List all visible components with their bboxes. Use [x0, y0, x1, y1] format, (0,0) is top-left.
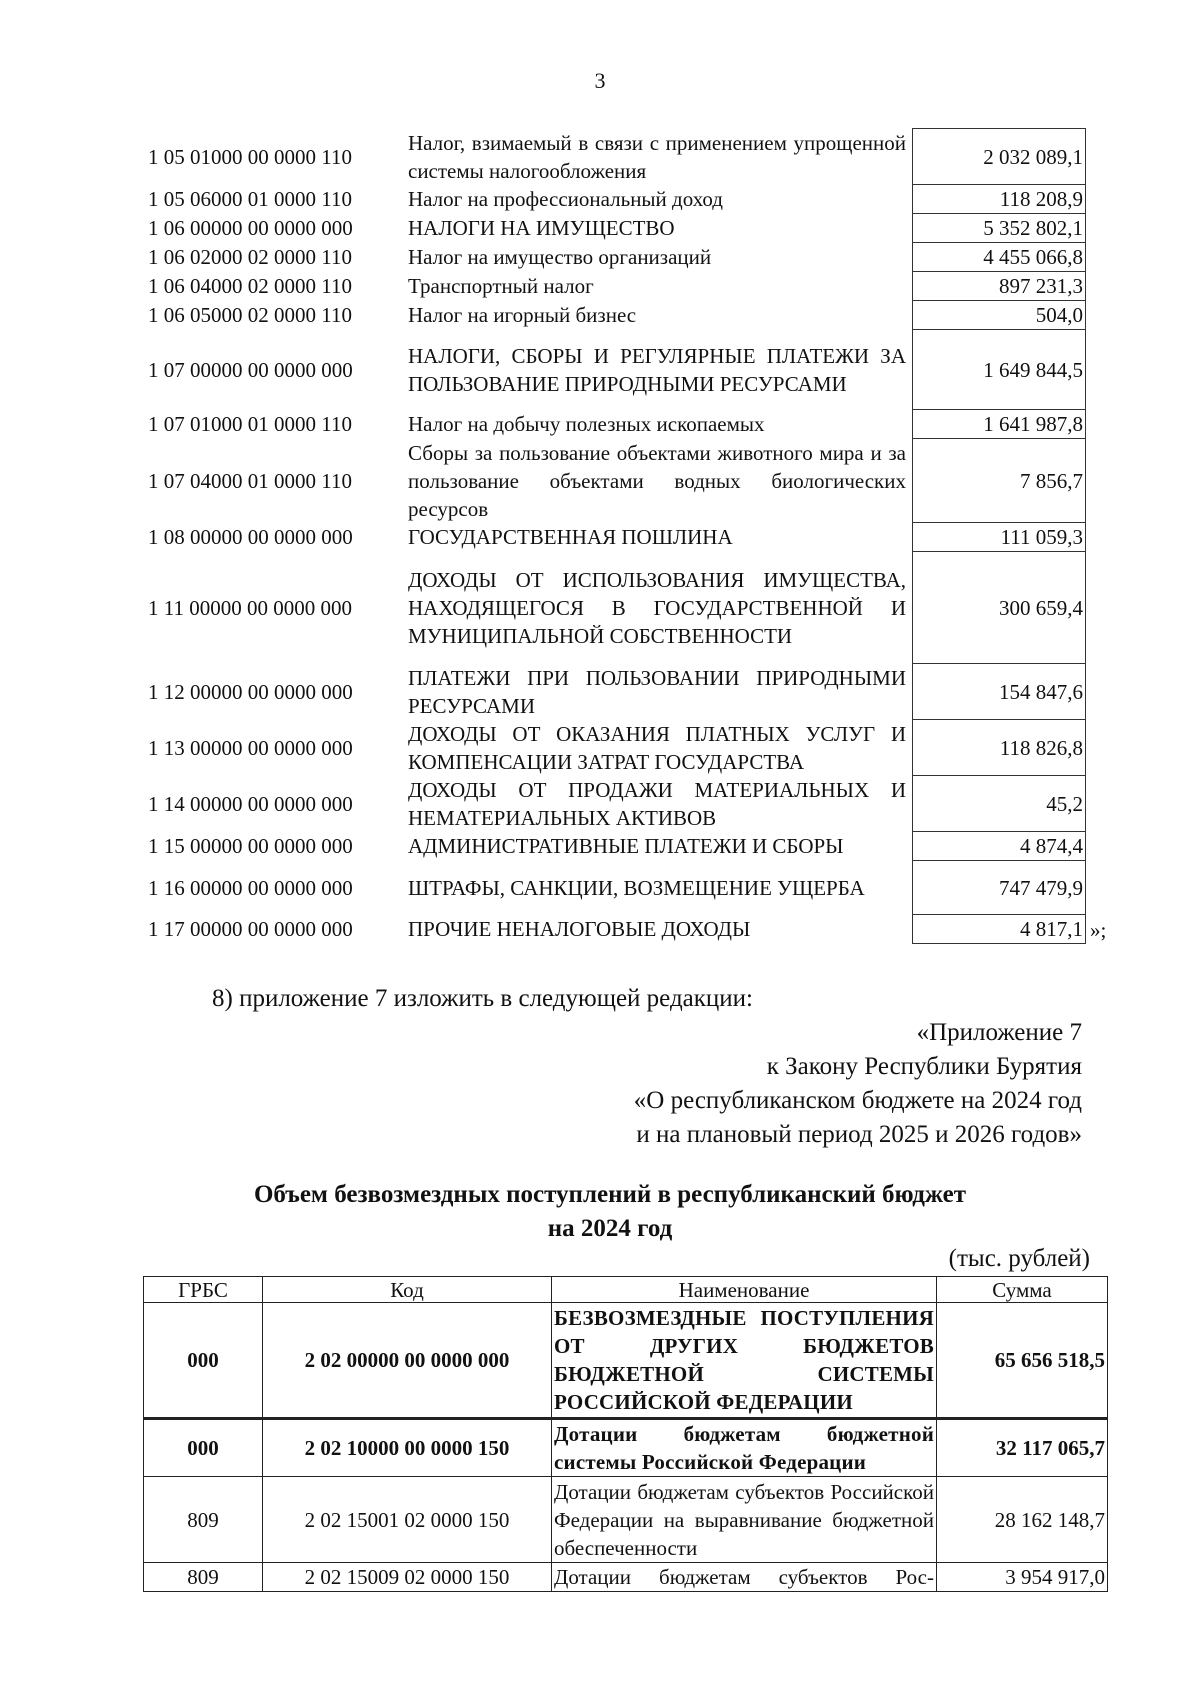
revenue-amount: 5 352 802,1 — [913, 214, 1086, 243]
name-cell: Дотации бюджетам субъектов Российской Федерации на выравнивание бюджетной обеспеченности — [552, 1477, 937, 1563]
revenue-amount: 154 847,6 — [913, 664, 1086, 720]
revenue-name: Налог на имущество организаций — [408, 245, 712, 269]
header-name: Наименование — [552, 1277, 937, 1303]
code-cell: 2 02 15001 02 0000 150 — [263, 1477, 552, 1563]
closing-quote-mark: »; — [1090, 917, 1107, 942]
name-cell: Дотации бюджетам субъектов Рос- — [552, 1563, 937, 1592]
sum-cell: 28 162 148,7 — [937, 1477, 1108, 1563]
sum-cell: 65 656 518,5 — [937, 1303, 1108, 1419]
header-grbs: ГРБС — [144, 1277, 263, 1303]
revenue-code: 1 16 00000 00 0000 000 — [148, 875, 353, 900]
grbs-cell: 809 — [144, 1477, 263, 1563]
revenue-name: ШТРАФЫ, САНКЦИИ, ВОЗМЕЩЕНИЕ УЩЕРБА — [408, 875, 865, 900]
revenue-code: 1 07 00000 00 0000 000 — [148, 357, 353, 382]
table-row — [148, 776, 1106, 832]
revenue-code: 1 15 00000 00 0000 000 — [148, 834, 353, 858]
appendix-line: к Закону Республики Бурятия — [766, 1053, 1082, 1080]
revenue-code: 1 06 05000 02 0000 110 — [148, 303, 352, 327]
revenue-amount: 111 059,3 — [913, 523, 1086, 552]
table-row — [144, 1303, 1108, 1419]
revenue-code: 1 05 01000 00 0000 110 — [148, 144, 352, 169]
revenue-name: Сборы за пользование объектами животного мира и за пользование объектами водных биологических ресурсов — [408, 440, 906, 521]
revenue-code: 1 13 00000 00 0000 000 — [148, 735, 353, 760]
sum-cell: 32 117 065,7 — [937, 1419, 1108, 1477]
table-row — [148, 439, 1106, 523]
table-row — [144, 1477, 1108, 1563]
table-row — [148, 272, 1106, 301]
revenue-name: Налог на игорный бизнес — [408, 303, 637, 327]
revenue-amount: 7 856,7 — [913, 439, 1086, 523]
revenue-name: ПЛАТЕЖИ ПРИ ПОЛЬЗОВАНИИ ПРИРОДНЫМИ РЕСУРСАМИ — [408, 665, 906, 718]
table-title — [130, 1178, 1090, 1246]
revenue-code: 1 08 00000 00 0000 000 — [148, 525, 353, 549]
appendix-line: и на плановый период 2025 и 2026 годов» — [636, 1121, 1082, 1148]
table-row — [144, 1419, 1108, 1477]
revenue-name: Налог на профессиональный доход — [408, 187, 723, 211]
table-row — [148, 664, 1106, 720]
table-row — [148, 330, 1106, 410]
header-sum: Сумма — [937, 1277, 1108, 1303]
table-header-row — [144, 1277, 1108, 1303]
table-row — [148, 552, 1106, 664]
revenue-name: ПРОЧИЕ НЕНАЛОГОВЫЕ ДОХОДЫ — [408, 917, 751, 941]
table-row — [148, 861, 1106, 915]
paragraph-8: 8) приложение 7 изложить в следующей редакции: — [212, 985, 753, 1012]
table-row — [148, 720, 1106, 776]
revenue-amount: 1 641 987,8 — [913, 410, 1086, 439]
revenue-amount: 504,0 — [913, 301, 1086, 330]
revenue-name: НАЛОГИ, СБОРЫ И РЕГУЛЯРНЫЕ ПЛАТЕЖИ ЗА ПОЛЬЗОВАНИЕ ПРИРОДНЫМИ РЕСУРСАМИ — [408, 343, 906, 396]
units-label: (тыс. рублей) — [948, 1245, 1090, 1272]
code-cell: 2 02 15009 02 0000 150 — [263, 1563, 552, 1592]
table-row — [148, 185, 1106, 214]
revenue-amount: 2 032 089,1 — [913, 129, 1086, 185]
revenue-amount: 1 649 844,5 — [913, 330, 1086, 410]
revenue-name: ДОХОДЫ ОТ ИСПОЛЬЗОВАНИЯ ИМУЩЕСТВА, НАХОДЯЩЕГОСЯ В ГОСУДАРСТВЕННОЙ И МУНИЦИПАЛЬНОЙ СОБСТВЕННОСТИ — [408, 567, 906, 648]
table-title-line: Объем безвозмездных поступлений в республиканский бюджет — [253, 1181, 967, 1208]
revenue-amount: 118 826,8 — [913, 720, 1086, 776]
sum-cell: 3 954 917,0 — [937, 1563, 1108, 1592]
page-number: 3 — [594, 68, 606, 93]
revenue-code: 1 06 02000 02 0000 110 — [148, 245, 352, 269]
revenue-name: ДОХОДЫ ОТ ПРОДАЖИ МАТЕРИАЛЬНЫХ И НЕМАТЕРИАЛЬНЫХ АКТИВОВ — [408, 777, 906, 830]
table-row — [148, 214, 1106, 243]
revenue-code: 1 17 00000 00 0000 000 — [148, 917, 353, 941]
table-row — [148, 129, 1106, 185]
grbs-cell: 000 — [144, 1303, 263, 1419]
appendix-line: «О республиканском бюджете на 2024 год — [633, 1087, 1082, 1114]
revenue-amount: 118 208,9 — [913, 185, 1086, 214]
revenue-code: 1 06 04000 02 0000 110 — [148, 274, 352, 298]
revenue-name: Налог, взимаемый в связи с применением упрощенной системы налогообложения — [408, 130, 906, 183]
table-title-line: на 2024 год — [547, 1215, 673, 1242]
revenue-amount: 4 455 066,8 — [913, 243, 1086, 272]
revenue-name: ГОСУДАРСТВЕННАЯ ПОШЛИНА — [408, 525, 733, 549]
name-cell: Дотации бюджетам бюджетной системы Российской Федерации — [552, 1419, 937, 1477]
appendix-line: «Приложение 7 — [916, 1019, 1082, 1046]
table-row — [144, 1563, 1108, 1592]
revenue-name: АДМИНИСТРАТИВНЫЕ ПЛАТЕЖИ И СБОРЫ — [408, 834, 844, 858]
code-cell: 2 02 00000 00 0000 000 — [263, 1303, 552, 1419]
revenue-amount: 747 479,9 — [913, 861, 1086, 915]
revenue-code: 1 11 00000 00 0000 000 — [148, 595, 352, 620]
table-row — [148, 243, 1106, 272]
code-cell: 2 02 10000 00 0000 150 — [263, 1419, 552, 1477]
appendix-header — [634, 1016, 1082, 1152]
grbs-cell: 809 — [144, 1563, 263, 1592]
grbs-cell: 000 — [144, 1419, 263, 1477]
revenue-code: 1 07 01000 01 0000 110 — [148, 412, 352, 436]
header-code: Код — [263, 1277, 552, 1303]
table-row — [148, 301, 1106, 330]
revenue-amount: 897 231,3 — [913, 272, 1086, 301]
table-row — [148, 915, 1106, 944]
revenue-code: 1 12 00000 00 0000 000 — [148, 679, 353, 704]
revenue-amount: 4 817,1 — [913, 915, 1086, 944]
name-cell: БЕЗВОЗМЕЗДНЫЕ ПОСТУПЛЕНИЯ ОТ ДРУГИХ БЮДЖЕТОВ БЮДЖЕТНОЙ СИСТЕМЫ РОССИЙСКОЙ ФЕДЕРАЦИИ — [552, 1303, 937, 1419]
revenue-name: ДОХОДЫ ОТ ОКАЗАНИЯ ПЛАТНЫХ УСЛУГ И КОМПЕНСАЦИИ ЗАТРАТ ГОСУДАРСТВА — [408, 721, 906, 774]
revenue-code: 1 05 06000 01 0000 110 — [148, 187, 352, 211]
revenue-code: 1 07 04000 01 0000 110 — [148, 468, 352, 493]
table-row — [148, 410, 1106, 439]
revenue-amount: 300 659,4 — [913, 552, 1086, 664]
revenue-code: 1 14 00000 00 0000 000 — [148, 791, 353, 816]
revenue-code: 1 06 00000 00 0000 000 — [148, 216, 353, 240]
table-row — [148, 523, 1106, 552]
table-row — [148, 832, 1106, 861]
revenue-amount: 4 874,4 — [913, 832, 1086, 861]
revenue-name: НАЛОГИ НА ИМУЩЕСТВО — [408, 216, 675, 240]
grants-table — [143, 1276, 1108, 1592]
revenue-name: Транспортный налог — [408, 274, 594, 298]
revenue-name: Налог на добычу полезных ископаемых — [408, 412, 765, 436]
revenue-amount: 45,2 — [913, 776, 1086, 832]
revenue-table — [148, 128, 1106, 944]
